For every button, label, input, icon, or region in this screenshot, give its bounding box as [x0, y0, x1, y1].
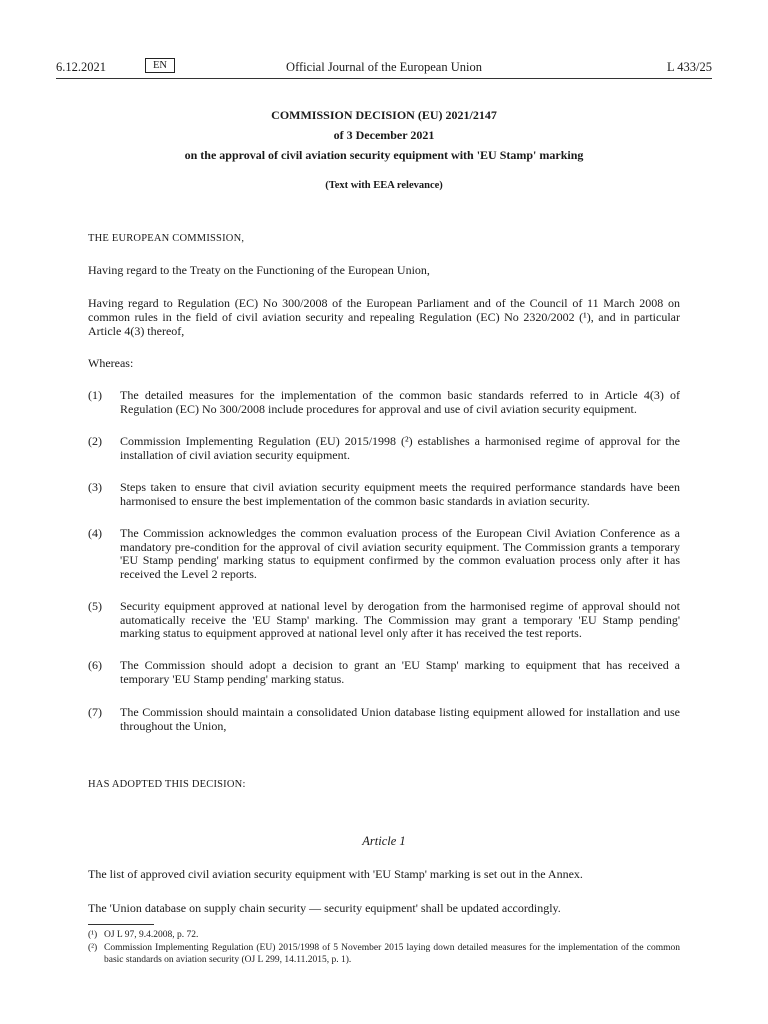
recital-number: (1) [88, 388, 102, 402]
recital-number: (3) [88, 480, 102, 494]
recital-number: (6) [88, 658, 102, 672]
publication-date: 6.12.2021 [56, 60, 106, 74]
language-badge: EN [145, 58, 175, 73]
decision-subject: on the approval of civil aviation security equipment with 'EU Stamp' marking [184, 148, 584, 162]
article-heading: Article 1 [362, 834, 406, 848]
footnote [88, 942, 680, 966]
footnote-text: OJ L 97, 9.4.2008, p. 72. [104, 930, 199, 940]
commission-heading: THE EUROPEAN COMMISSION, [88, 233, 245, 244]
article-paragraph: The 'Union database on supply chain security — security equipment' shall be updated accordingly. [88, 901, 561, 915]
recital-number: (4) [88, 526, 102, 540]
recital-item [88, 527, 680, 581]
recital-item [88, 659, 680, 686]
recital-number: (2) [88, 434, 102, 448]
recital-item [88, 600, 680, 641]
recital-text: Commission Implementing Regulation (EU) 2015/1998 (²) establishes a harmonised regime of approval for the installation of civil aviation security equipment. [120, 434, 680, 462]
treaty-citation: Having regard to the Treaty on the Functioning of the European Union, [88, 263, 430, 277]
recital-number: (7) [88, 705, 102, 719]
footnote-text: Commission Implementing Regulation (EU) 2015/1998 of 5 November 2015 laying down detailed measures for the implementation of the common basic standards on aviation security (OJ L 299, 14.11.2015, p. 1). [104, 943, 680, 965]
journal-header [56, 58, 712, 78]
article-paragraph: The list of approved civil aviation security equipment with 'EU Stamp' marking is set out in the Annex. [88, 867, 583, 881]
page-reference: L 433/25 [666, 60, 712, 74]
recital-text: Security equipment approved at national level by derogation from the harmonised regime of approval should not automatically receive the 'EU Stamp' marking. The Commission may grant a temporary 'EU Stamp pending' marking status to equipment approved at national level only after it has received the test reports. [120, 599, 680, 640]
recital-item [88, 706, 680, 733]
recital-text: The Commission should adopt a decision to grant an 'EU Stamp' marking to equipment that has received a temporary 'EU Stamp pending' marking status. [120, 658, 680, 686]
regulation-citation: Having regard to Regulation (EC) No 300/2008 of the European Parliament and of the Council of 11 March 2008 on common rules in the field of civil aviation security and repealing Regulation (EC) No 2320/2002 (¹), and in particular Article 4(3) thereof, [88, 296, 680, 338]
recital-text: The detailed measures for the implementation of the common basic standards referred to in Article 4(3) of Regulation (EC) No 300/2008 include procedures for approval and use of civil aviation security equipment. [120, 388, 680, 416]
footnote-divider [88, 924, 154, 925]
footnote [88, 929, 680, 941]
footnote-number: (¹) [88, 930, 98, 940]
header-divider [56, 78, 712, 79]
recital-item [88, 481, 680, 508]
journal-title: Official Journal of the European Union [286, 60, 482, 74]
recital-item [88, 435, 680, 462]
whereas-heading: Whereas: [88, 356, 134, 370]
decision-date: of 3 December 2021 [333, 128, 435, 142]
footnote-number: (²) [88, 943, 98, 953]
decision-title: COMMISSION DECISION (EU) 2021/2147 [271, 108, 497, 122]
recital-text: Steps taken to ensure that civil aviation security equipment meets the required performance standards have been harmonised to ensure the best implementation of the common basic standards in aviation security. [120, 480, 680, 508]
recital-item [88, 389, 680, 416]
recital-number: (5) [88, 599, 102, 613]
adoption-statement: HAS ADOPTED THIS DECISION: [88, 779, 246, 790]
recital-text: The Commission acknowledges the common evaluation process of the European Civil Aviation Conference as a mandatory pre-condition for the approval of civil aviation security equipment. The Commission grants a temporary 'EU Stamp pending' marking status to equipment confirmed by the common evaluation process only after it has received the Level 2 reports. [120, 526, 680, 581]
recital-text: The Commission should maintain a consolidated Union database listing equipment allowed for installation and use throughout the Union, [120, 705, 680, 733]
eea-relevance: (Text with EEA relevance) [325, 180, 443, 191]
